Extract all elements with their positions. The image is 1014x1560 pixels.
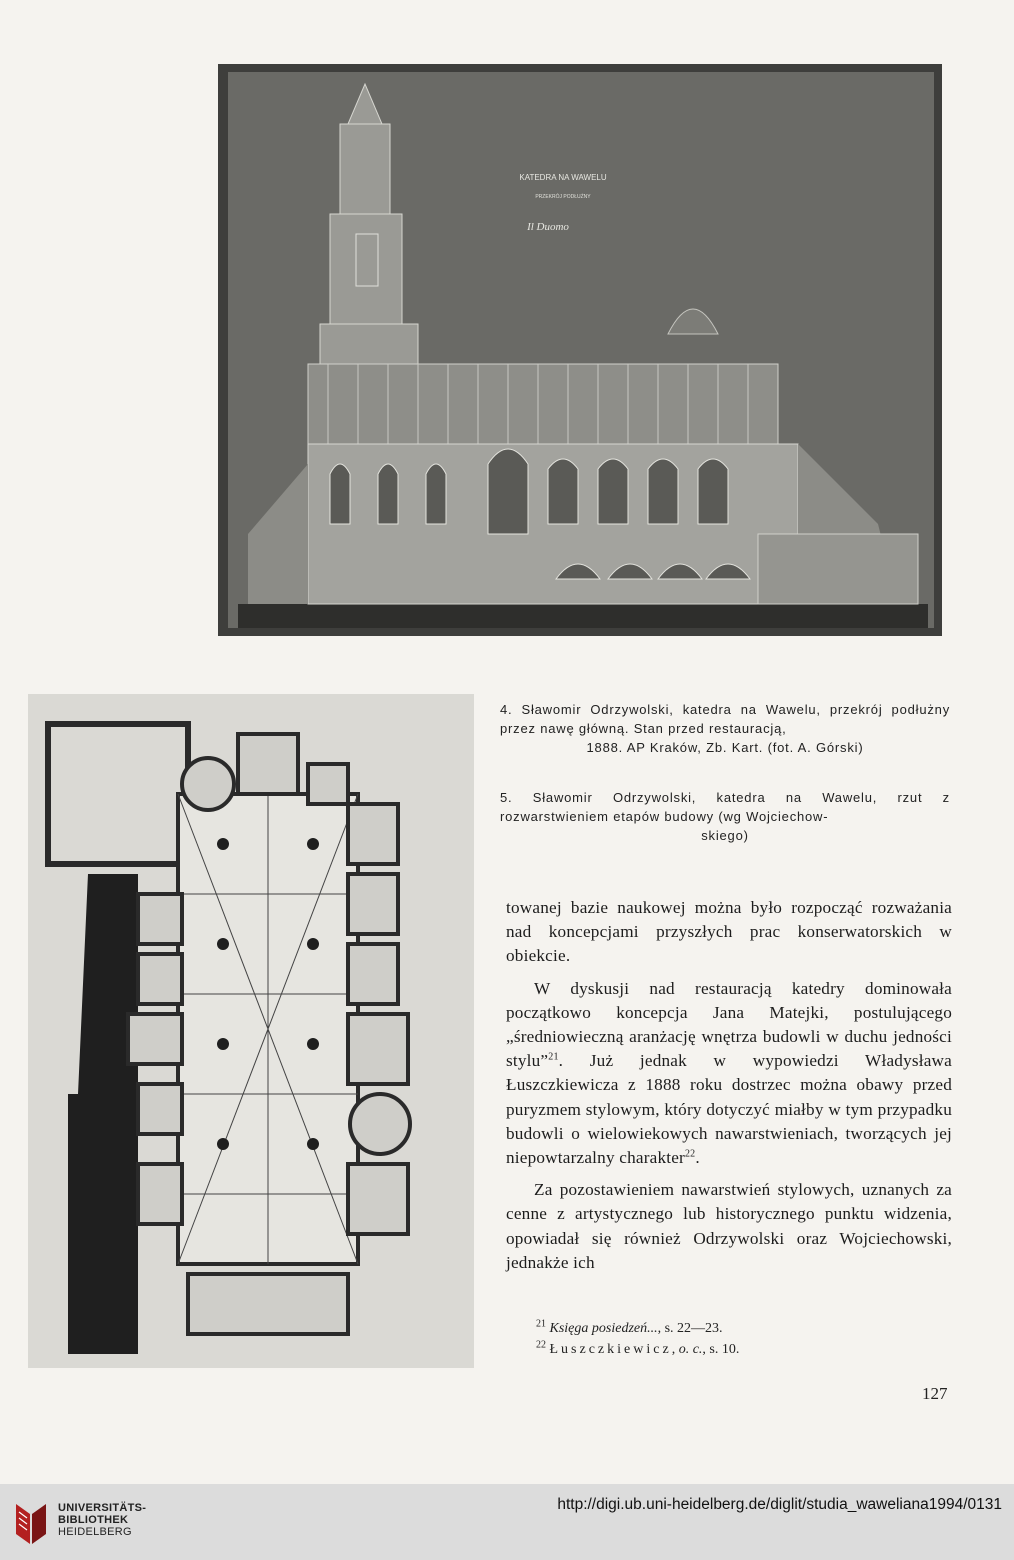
figure-4-section-drawing [218, 64, 942, 636]
library-footer [0, 1484, 1014, 1560]
drawing-subtitle: PRZEKRÓJ PODŁUŻNY [535, 194, 591, 200]
paragraph-2-part-b: . Już jednak w wypowiedzi Władysława Łuszczkiewicza z 1888 roku dostrzec można obawy przed puryzmem stylowym, który dotyczyć miałby w tym przypadku budowli o wielowiekowych nawarstwieniach, tworzących jej niepowtarzalny charakter [506, 1051, 952, 1168]
source-url-link[interactable]: http://digi.ub.uni-heidelberg.de/diglit/studia_waweliana1994/0131 [557, 1496, 1002, 1513]
caption-figure-4-last-line: 1888. AP Kraków, Zb. Kart. (fot. A. Górski) [586, 740, 864, 755]
footnote-author: Łuszczkiewicz [549, 1342, 672, 1357]
footnote-ref-22[interactable]: 22 [684, 1148, 696, 1160]
library-name-line-3: HEIDELBERG [58, 1526, 132, 1538]
footnote-rest: , s. 22—23. [657, 1321, 723, 1336]
footnote-title: Księga posiedzeń... [549, 1321, 658, 1336]
drawing-title: KATEDRA NA WAWELU [519, 173, 607, 182]
footnotes [536, 1318, 956, 1360]
paragraph-1: towanej bazie naukowej można było rozpocząć rozważania nad koncepcjami przyszłych prac konserwatorskich w obiekcie. [506, 898, 952, 966]
paragraph-2 [506, 977, 952, 1171]
caption-figure-5-last-line: skiego) [701, 828, 749, 843]
footnote-rest: , s. 10. [702, 1342, 740, 1357]
page-number: 127 [922, 1384, 948, 1403]
footnote-number: 22 [536, 1339, 546, 1351]
caption-figure-5 [500, 788, 950, 845]
figure-5-plan-drawing [28, 694, 474, 1368]
footnote-number: 21 [536, 1318, 546, 1330]
library-name-line-1: UNIVERSITÄTS- [58, 1502, 147, 1514]
drawing-script-label: Il Duomo [527, 221, 569, 233]
caption-figure-4-main: 4. Sławomir Odrzywolski, katedra na Wawelu, przekrój podłużny przez nawę główną. Stan przed restauracją, [500, 702, 950, 736]
footnote-22: $^{22}$ Łuszczkiewicz, o. c., s. 10. [536, 1339, 740, 1357]
paragraph-2-part-c: . [695, 1148, 700, 1168]
body-text [506, 896, 952, 1275]
library-name [58, 1502, 146, 1538]
footnote-21 [536, 1318, 956, 1339]
cathedral-section-illustration [218, 64, 942, 636]
cathedral-plan-illustration [28, 694, 474, 1368]
library-name-line-2: BIBLIOTHEK [58, 1514, 129, 1526]
caption-figure-5-main: 5. Sławomir Odrzywolski, katedra na Wawelu, rzut z rozwarstwieniem etapów budowy (wg Wojciechow- [500, 790, 950, 824]
footnote-title: o. c. [678, 1342, 703, 1357]
caption-figure-4 [500, 700, 950, 757]
footnote-ref-21[interactable]: 21 [548, 1051, 559, 1063]
paragraph-2-part-a: W dyskusji nad restauracją katedry dominowała początkowo koncepcja Jana Matejki, postulującego „średniowieczną aranżację wnętrza budowli w duchu jedności stylu” [506, 978, 952, 1071]
library-logo-icon [12, 1500, 48, 1548]
paragraph-3: Za pozostawieniem nawarstwień stylowych, uznanych za cenne z artystycznego lub historycznego punktu widzenia, opowiadał się również Odrzywolski oraz Wojciechowski, jednakże ich [506, 1180, 952, 1272]
